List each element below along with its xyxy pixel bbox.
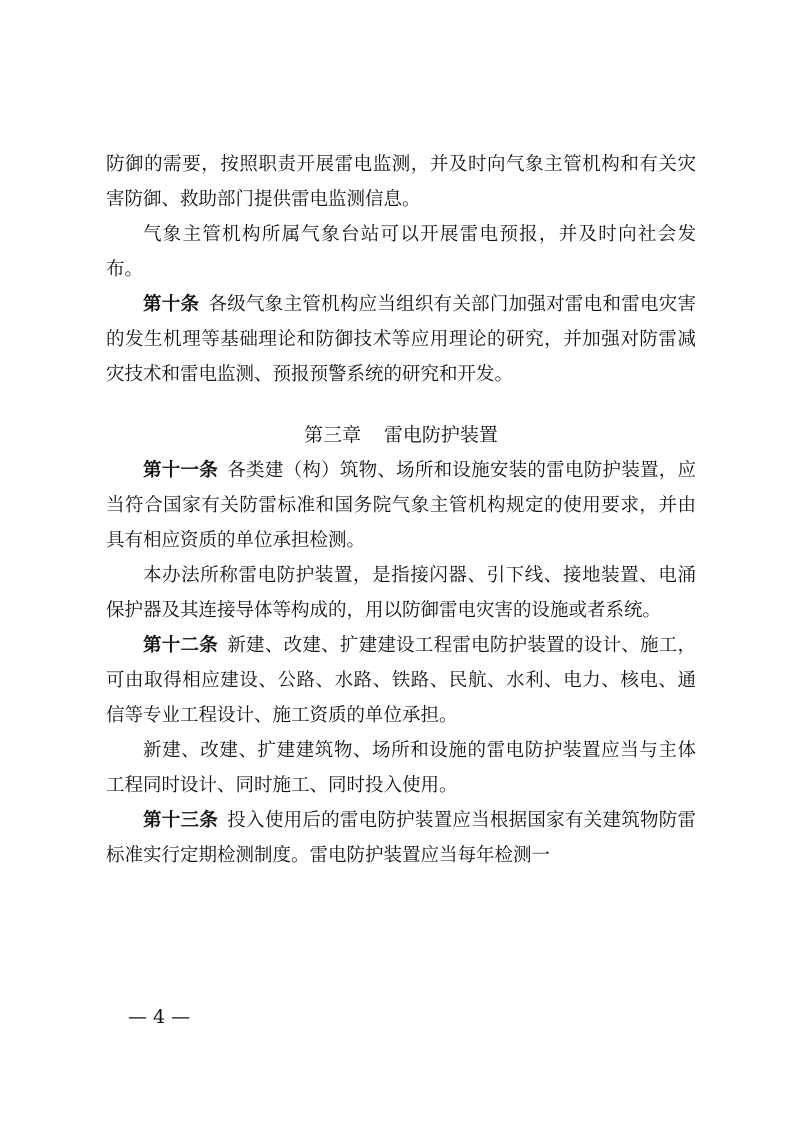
page-number: — 4 —	[128, 1006, 191, 1028]
chapter-title: 雷电防护装置	[383, 424, 498, 446]
chapter-heading	[106, 418, 696, 453]
article-10: 第十条 各级气象主管机构应当组织有关部门加强对雷电和雷电灾害的发生机理等基础理论和防御技术等应用理论的研究，并加强对防雷减灾技术和雷电监测、预报预警系统的研究和开发。	[106, 294, 696, 385]
paragraph: 本办法所称雷电防护装置，是指接闪器、引下线、接地装置、电涌保护器及其连接导体等构成的，用以防御雷电灾害的设施或者系统。	[106, 565, 696, 621]
article-label: 第十二条	[143, 635, 219, 656]
paragraph: 气象主管机构所属气象台站可以开展雷电预报，并及时向社会发布。	[106, 224, 696, 280]
body-text	[106, 147, 696, 873]
article-label: 第十条	[143, 294, 200, 315]
article-label: 第十三条	[143, 810, 219, 831]
article-11: 第十一条 各类建（构）筑物、场所和设施安装的雷电防护装置，应当符合国家有关防雷标准和国务院气象主管机构规定的使用要求，并由具有相应资质的单位承担检测。	[106, 460, 696, 551]
paragraph: 防御的需要，按照职责开展雷电监测，并及时向气象主管机构和有关灾害防御、救助部门提供雷电监测信息。	[106, 154, 696, 210]
paragraph: 新建、改建、扩建建筑物、场所和设施的雷电防护装置应当与主体工程同时设计、同时施工、同时投入使用。	[106, 740, 696, 796]
chapter-number: 第三章	[304, 424, 362, 446]
article-12: 第十二条 新建、改建、扩建建设工程雷电防护装置的设计、施工，可由取得相应建设、公路、水路、铁路、民航、水利、电力、核电、通信等专业工程设计、施工资质的单位承担。	[106, 635, 696, 726]
article-13: 第十三条 投入使用后的雷电防护装置应当根据国家有关建筑物防雷标准实行定期检测制度。雷电防护装置应当每年检测一	[106, 810, 696, 866]
article-label: 第十一条	[143, 460, 219, 481]
